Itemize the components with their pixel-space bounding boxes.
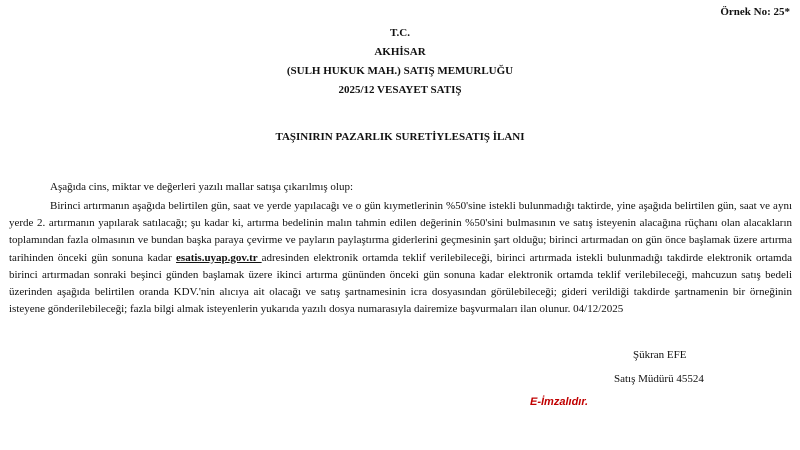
header-city: AKHİSAR (374, 46, 426, 58)
ornek-number: Örnek No: 25* (720, 6, 790, 18)
body-text-part2: adresinden elektronik ortamda teklif verilebileceği, birinci artırmada istekli bulunmadığı takdirde elektronik ortamda birinci artırmadan sonraki beşinci günden başlamak üzere ikinci artırma gününden önceki gün sonuna kadar elektronik ortamda teklif verilebileceği, mahcuzun satış bedeli üzerinden aşağıda belirtilen oranda KDV.'nin alıcıya ait olacağı ve satış şartnamesinin icra dosyasından görülebileceği; gideri verildiği takdirde şartnamenin bir örneğinin isteyene gönderilebileceği; fazla bilgi almak isteyenlerin yukarıda yazılı dosya numarasıyla dairemize başvurmaları ilan olunur. 04/12/2025 (9, 251, 792, 316)
document-header (0, 24, 800, 100)
body-text-part1: Birinci artırmanın aşağıda belirtilen gün, saat ve yerde yapılacağı ve o gün kıymetlerinin %50'sine istekli bulunmadığı taktirde, yine aşağıda belirtilen gün, saat ve aynı yerde 2. artırmanın yapılarak satılacağı; şu kadar ki, artırma bedelinin malın tahmin edilen değerinin %50'sini bulmasının ve satış isteyenin alacağına rüçhanı olan alacakların toplamından fazla olmasının ve bundan başka paraya çevirme ve payların paylaştırma giderlerini geçmesinin şart olduğu; birinci artırmadan on gün önce başlamak üzere artırma tarihinden önceki gün sonuna kadar (9, 200, 792, 264)
signer-name: Şükran EFE (633, 349, 687, 361)
header-country: T.C. (390, 27, 410, 39)
e-signature-label: E-İmzalıdır. (530, 396, 589, 408)
announcement-title: TAŞINIRIN PAZARLIK SURETİYLESATIŞ İLANI (275, 131, 525, 143)
intro-text: Aşağıda cins, miktar ve değerleri yazılı mallar satışa çıkarılmış olup: (50, 181, 354, 193)
body-paragraph (9, 198, 792, 318)
header-file-number: 2025/12 VESAYET SATIŞ (338, 84, 462, 96)
header-office: (SULH HUKUK MAH.) SATIŞ MEMURLUĞU (286, 65, 514, 77)
signer-title: Satış Müdürü 45524 (614, 373, 704, 385)
esatis-link[interactable]: esatis.uyap.gov.tr (176, 251, 262, 264)
